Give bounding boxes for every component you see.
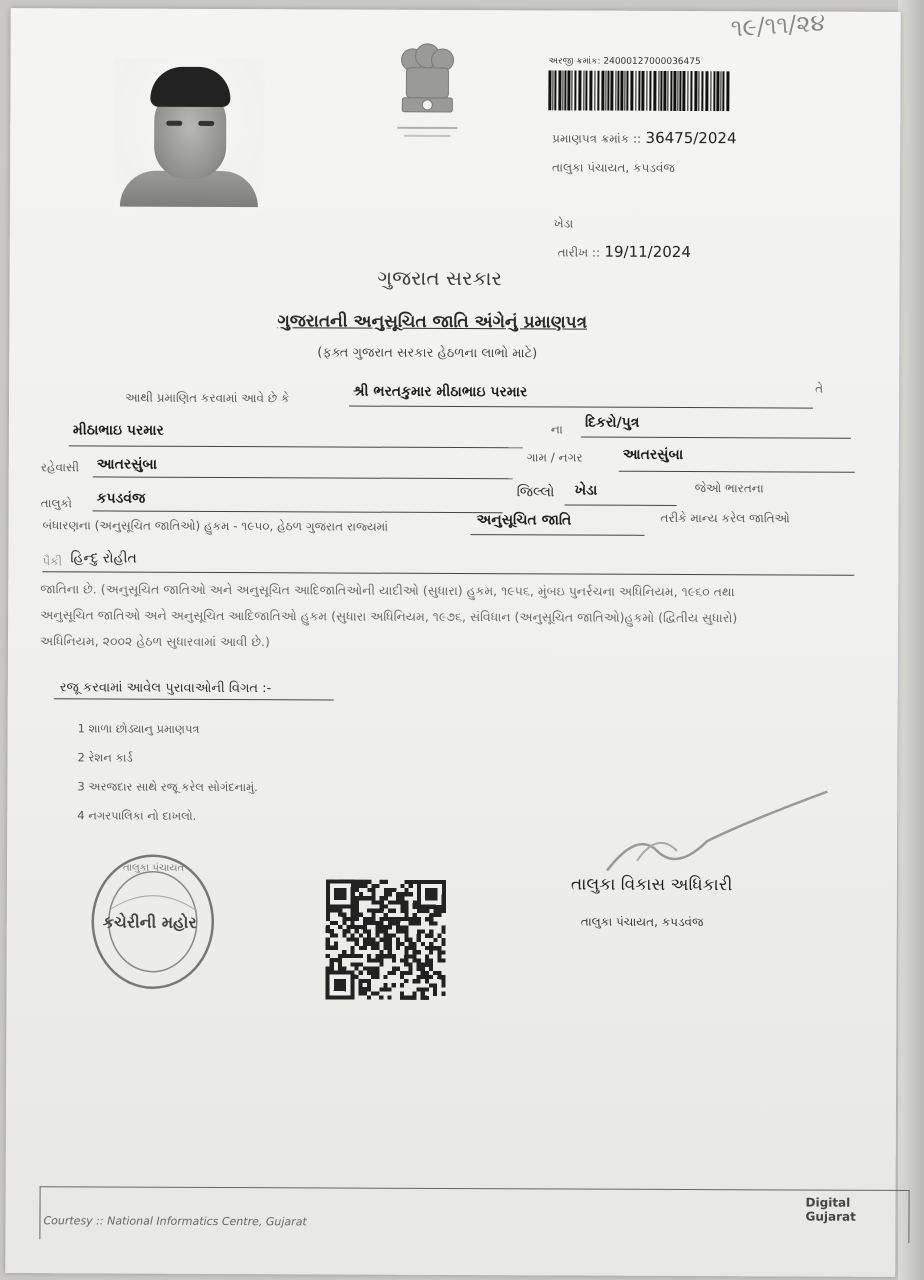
office-name: તાલુકા પંચાયત, કપડવંજ bbox=[552, 160, 675, 175]
handwritten-note: ૧૯/૧૧/૨૪ bbox=[729, 8, 827, 43]
seal-top-text: તાલુકા પંચાયત bbox=[122, 862, 185, 874]
te-label: તે bbox=[815, 381, 824, 396]
legal-line-1: જાતિના છે. (અનુસૂચિત જાતિઓ અને અનુસૂચિત આદિજાતિઓની યાદીઓ (સુધારા) હુકમ, ૧૯૫૬, મુંબઇ પુનર્રચના અધિનિયમ, ૧૯૬૦ તથા bbox=[40, 581, 735, 600]
resident-label: રહેવાસી bbox=[40, 460, 80, 475]
father-name: મીઠાભાઇ પરમાર bbox=[72, 422, 164, 439]
evidence-item: 3 અરજદાર સાથે રજૂ કરેલ સોગંદનામું. bbox=[77, 779, 258, 795]
qr-code-icon bbox=[324, 879, 447, 1000]
barcode-icon bbox=[546, 70, 730, 111]
certificate-sheet bbox=[5, 8, 901, 1277]
date-label: તારીખ :: bbox=[557, 245, 601, 260]
applicant-photo bbox=[114, 59, 265, 210]
order-text: બંધારણના (અનુસૂચિત જાતિઓ) હુકમ - ૧૯૫૦, હેઠળ ગુજરાત રાજ્યમાં bbox=[42, 518, 389, 534]
recognized-label: તરીકે માન્ય કરેલ જાતિઓ bbox=[660, 510, 790, 526]
who-label: જેઓ ભારતના bbox=[694, 481, 764, 496]
evidence-item: 4 નગરપાલિકા નો દાખલો. bbox=[77, 808, 197, 823]
category-value: અનુસૂચિત જાતિ bbox=[476, 512, 572, 529]
caste-value: હિન્દુ રોહીત bbox=[70, 550, 137, 567]
legal-line-2: અનુસૂચિત જાતિઓ અને અનુસૂચિત આદિજાતિઓ હુકમ (સુધારા અધિનિયમ, ૧૯૭૬, સંવિધાન (અનુસૂચિત જાતિઓ)હુકમો (દ્વિતીય સુધારો) bbox=[40, 607, 738, 626]
certify-label: આથી પ્રમાણિત કરવામાં આવે છે કે bbox=[125, 390, 290, 406]
office-seal bbox=[88, 850, 217, 993]
evidence-item: 1 શાળા છોડ્યાનુ પ્રમાણપત્ર bbox=[77, 721, 200, 736]
evidence-heading: રજૂ કરવામાં આવેલ પુરાવાઓની વિગત :- bbox=[59, 680, 272, 697]
village-value: આતરસુંબા bbox=[622, 446, 684, 464]
background-edge bbox=[898, 0, 924, 1280]
applicant-name: શ્રી ભરતકુમાર મીઠાભાઇ પરમાર bbox=[353, 383, 528, 401]
village-label: ગામ / નગર bbox=[526, 450, 583, 465]
na-label: ના bbox=[550, 422, 563, 437]
legal-paragraph bbox=[40, 576, 860, 658]
caste-prefix: પૈકી bbox=[42, 554, 63, 569]
district-label: જિલ્લો bbox=[516, 484, 555, 501]
resident-value: આતરસુંબા bbox=[96, 456, 158, 473]
govt-title: ગુજરાત સરકાર bbox=[377, 265, 502, 291]
cert-number: 36475/2024 bbox=[645, 128, 737, 148]
certificate-subtitle: (ફક્ત ગુજરાત સરકાર હેઠળના લાભો માટે) bbox=[317, 345, 538, 362]
signatory-title: તાલુકા વિકાસ અધિકારી bbox=[570, 874, 733, 896]
district-name: ખેડા bbox=[553, 216, 574, 231]
signatory-office: તાલુકા પંચાયત, કપડવંજ bbox=[580, 914, 704, 930]
evidence-list bbox=[77, 714, 258, 831]
date-row bbox=[558, 242, 691, 261]
courtesy-text: Courtesy :: National Informatics Centre, Gujarat bbox=[43, 1214, 307, 1229]
seal-center-text: કચેરીની મહોર bbox=[102, 912, 197, 932]
issue-date: 19/11/2024 bbox=[604, 242, 691, 262]
evidence-item: 2 રેશન કાર્ડ bbox=[77, 750, 133, 765]
signature-mark-icon bbox=[597, 781, 837, 882]
state-emblem-icon bbox=[382, 38, 472, 148]
taluka-value: કપડવંજ bbox=[96, 490, 146, 507]
digital-gujarat-brand: Digital Gujarat bbox=[805, 1195, 856, 1224]
legal-line-3: અધિનિયમ, ૨૦૦૨ હેઠળ સુધારવામાં આવી છે.) bbox=[39, 633, 270, 650]
barcode-caption: અરજી ક્રમાંક: 24000127000036475 bbox=[548, 56, 701, 68]
relation: દિકરો/પુત્ર bbox=[584, 414, 640, 431]
cert-number-label: પ્રમાણપત્ર ક્રમાંક :: bbox=[552, 131, 642, 146]
district-value: ખેડા bbox=[574, 482, 598, 499]
certificate-title: ગુજરાતની અનુસૂચિત જાતિ અંગેનું પ્રમાણપત્ર bbox=[277, 311, 588, 333]
taluka-label: તાલુકો bbox=[40, 496, 73, 511]
cert-number-row bbox=[552, 128, 736, 147]
